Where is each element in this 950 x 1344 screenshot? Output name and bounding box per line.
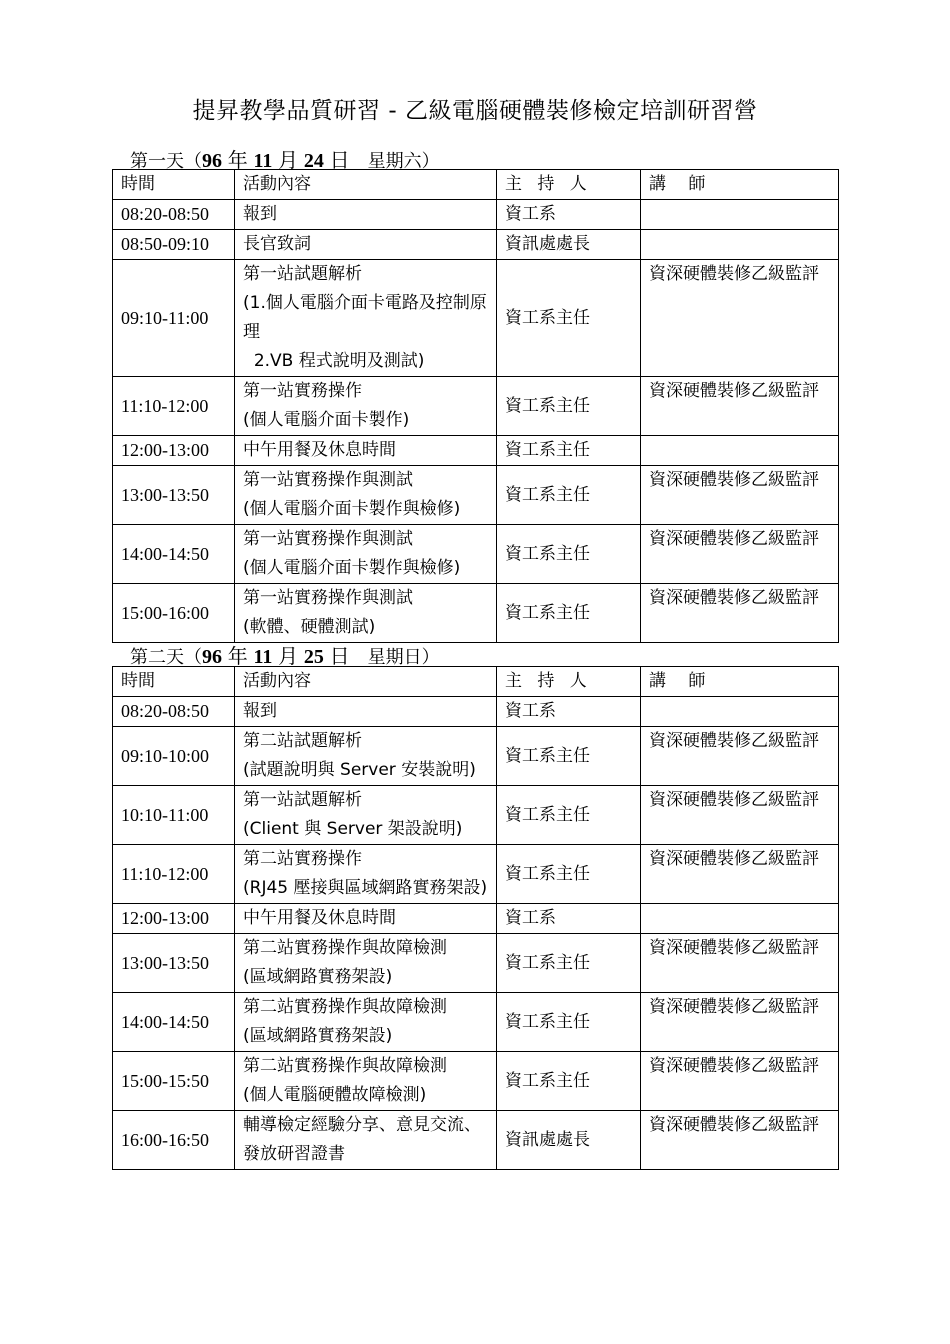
activity-cell	[235, 697, 497, 727]
table-row	[113, 993, 839, 1052]
host-cell: 資工系	[497, 904, 641, 934]
day1-heading: 第一天（96 年 11 月 24 日 星期六）	[130, 148, 440, 172]
activity-line: (個人電腦介面卡製作)	[243, 410, 410, 430]
activity-line: 長官致詞	[243, 234, 311, 254]
instructor-cell	[641, 436, 839, 466]
activity-line: 第二站實務操作	[243, 849, 362, 869]
host-cell: 資工系主任	[497, 845, 641, 904]
activity-line: (Client 與 Server 架設說明)	[243, 819, 463, 839]
activity-line: (軟體、硬體測試)	[243, 617, 376, 637]
activity-cell	[235, 845, 497, 904]
day2-heading: 第二天（96 年 11 月 25 日 星期日）	[130, 644, 440, 668]
time-cell: 11:10-12:00	[113, 845, 235, 904]
time-cell: 15:00-15:50	[113, 1052, 235, 1111]
time-cell: 08:20-08:50	[113, 697, 235, 727]
host-cell: 資工系主任	[497, 786, 641, 845]
instructor-cell: 資深硬體裝修乙級監評	[641, 377, 839, 436]
activity-line: 報到	[243, 701, 277, 721]
activity-cell	[235, 993, 497, 1052]
activity-line: 第二站實務操作與故障檢測	[243, 938, 447, 958]
header-time: 時間	[113, 170, 235, 200]
host-cell: 資訊處處長	[497, 1111, 641, 1170]
activity-line: 第二站試題解析	[243, 731, 362, 751]
time-cell: 13:00-13:50	[113, 934, 235, 993]
activity-line: (試題說明與 Server 安裝說明)	[243, 760, 476, 780]
activity-line: 2.VB 程式說明及測試)	[243, 351, 425, 371]
table-row	[113, 377, 839, 436]
time-cell: 16:00-16:50	[113, 1111, 235, 1170]
header-host: 主 持 人	[497, 667, 641, 697]
activity-cell	[235, 727, 497, 786]
activity-cell	[235, 436, 497, 466]
host-cell: 資工系主任	[497, 934, 641, 993]
time-cell: 09:10-11:00	[113, 260, 235, 377]
instructor-cell: 資深硬體裝修乙級監評	[641, 845, 839, 904]
activity-cell	[235, 377, 497, 436]
time-cell: 12:00-13:00	[113, 904, 235, 934]
instructor-cell	[641, 230, 839, 260]
activity-line: 中午用餐及休息時間	[243, 908, 396, 928]
time-cell: 08:20-08:50	[113, 200, 235, 230]
table-row	[113, 727, 839, 786]
header-time: 時間	[113, 667, 235, 697]
table-row	[113, 230, 839, 260]
time-cell: 12:00-13:00	[113, 436, 235, 466]
time-cell: 10:10-11:00	[113, 786, 235, 845]
activity-line: (區域網路實務架設)	[243, 1026, 393, 1046]
activity-cell	[235, 230, 497, 260]
time-cell: 08:50-09:10	[113, 230, 235, 260]
time-cell: 14:00-14:50	[113, 993, 235, 1052]
instructor-cell: 資深硬體裝修乙級監評	[641, 1052, 839, 1111]
instructor-cell: 資深硬體裝修乙級監評	[641, 584, 839, 643]
activity-line: (個人電腦硬體故障檢測)	[243, 1085, 427, 1105]
activity-line: 第一站試題解析	[243, 790, 362, 810]
activity-line: (RJ45 壓接與區域網路實務架設)	[243, 878, 488, 898]
table-row	[113, 904, 839, 934]
instructor-cell: 資深硬體裝修乙級監評	[641, 934, 839, 993]
host-cell: 資工系主任	[497, 436, 641, 466]
host-cell: 資訊處處長	[497, 230, 641, 260]
time-cell: 13:00-13:50	[113, 466, 235, 525]
host-cell: 資工系主任	[497, 466, 641, 525]
header-instructor: 講 師	[641, 667, 839, 697]
instructor-cell: 資深硬體裝修乙級監評	[641, 993, 839, 1052]
table-row	[113, 525, 839, 584]
table-row	[113, 786, 839, 845]
activity-line: 第二站實務操作與故障檢測	[243, 997, 447, 1017]
instructor-cell	[641, 904, 839, 934]
instructor-cell: 資深硬體裝修乙級監評	[641, 260, 839, 377]
activity-line: 第一站實務操作與測試	[243, 588, 413, 608]
table-row	[113, 260, 839, 377]
page-title: 提昇教學品質研習 - 乙級電腦硬體裝修檢定培訓研習營	[192, 98, 758, 124]
host-cell: 資工系主任	[497, 377, 641, 436]
day2-schedule-table	[112, 666, 839, 1170]
activity-line: (區域網路實務架設)	[243, 967, 393, 987]
table-row	[113, 1052, 839, 1111]
activity-cell	[235, 584, 497, 643]
activity-line: 第一站實務操作與測試	[243, 529, 413, 549]
header-host: 主 持 人	[497, 170, 641, 200]
host-cell: 資工系	[497, 200, 641, 230]
time-cell: 09:10-10:00	[113, 727, 235, 786]
header-activity: 活動內容	[235, 667, 497, 697]
table-header-row	[113, 667, 839, 697]
day1-table-body	[113, 170, 839, 643]
day2-table-body	[113, 667, 839, 1170]
instructor-cell: 資深硬體裝修乙級監評	[641, 786, 839, 845]
day1-schedule-table	[112, 169, 839, 643]
time-cell: 11:10-12:00	[113, 377, 235, 436]
activity-cell	[235, 1111, 497, 1170]
activity-cell	[235, 904, 497, 934]
instructor-cell: 資深硬體裝修乙級監評	[641, 1111, 839, 1170]
instructor-cell	[641, 200, 839, 230]
activity-line: 第一站實務操作與測試	[243, 470, 413, 490]
table-row	[113, 200, 839, 230]
header-instructor: 講 師	[641, 170, 839, 200]
activity-line: (個人電腦介面卡製作與檢修)	[243, 499, 461, 519]
table-row	[113, 934, 839, 993]
activity-line: (1.個人電腦介面卡電路及控制原理	[243, 293, 487, 342]
activity-line: 輔導檢定經驗分享、意見交流、發放研習證書	[243, 1115, 481, 1164]
table-row	[113, 697, 839, 727]
activity-line: 第二站實務操作與故障檢測	[243, 1056, 447, 1076]
instructor-cell	[641, 697, 839, 727]
activity-cell	[235, 934, 497, 993]
host-cell: 資工系主任	[497, 584, 641, 643]
header-activity: 活動內容	[235, 170, 497, 200]
activity-line: 第一站實務操作	[243, 381, 362, 401]
instructor-cell: 資深硬體裝修乙級監評	[641, 727, 839, 786]
table-row	[113, 466, 839, 525]
host-cell: 資工系主任	[497, 1052, 641, 1111]
activity-cell	[235, 260, 497, 377]
time-cell: 15:00-16:00	[113, 584, 235, 643]
activity-cell	[235, 525, 497, 584]
host-cell: 資工系主任	[497, 993, 641, 1052]
table-row	[113, 584, 839, 643]
table-row	[113, 1111, 839, 1170]
activity-cell	[235, 1052, 497, 1111]
activity-line: 第一站試題解析	[243, 264, 362, 284]
activity-cell	[235, 466, 497, 525]
host-cell: 資工系主任	[497, 525, 641, 584]
table-row	[113, 845, 839, 904]
instructor-cell: 資深硬體裝修乙級監評	[641, 466, 839, 525]
host-cell: 資工系主任	[497, 727, 641, 786]
activity-line: 中午用餐及休息時間	[243, 440, 396, 460]
instructor-cell: 資深硬體裝修乙級監評	[641, 525, 839, 584]
activity-line: 報到	[243, 204, 277, 224]
table-row	[113, 436, 839, 466]
host-cell: 資工系	[497, 697, 641, 727]
host-cell: 資工系主任	[497, 260, 641, 377]
activity-line: (個人電腦介面卡製作與檢修)	[243, 558, 461, 578]
table-header-row	[113, 170, 839, 200]
activity-cell	[235, 200, 497, 230]
time-cell: 14:00-14:50	[113, 525, 235, 584]
activity-cell	[235, 786, 497, 845]
